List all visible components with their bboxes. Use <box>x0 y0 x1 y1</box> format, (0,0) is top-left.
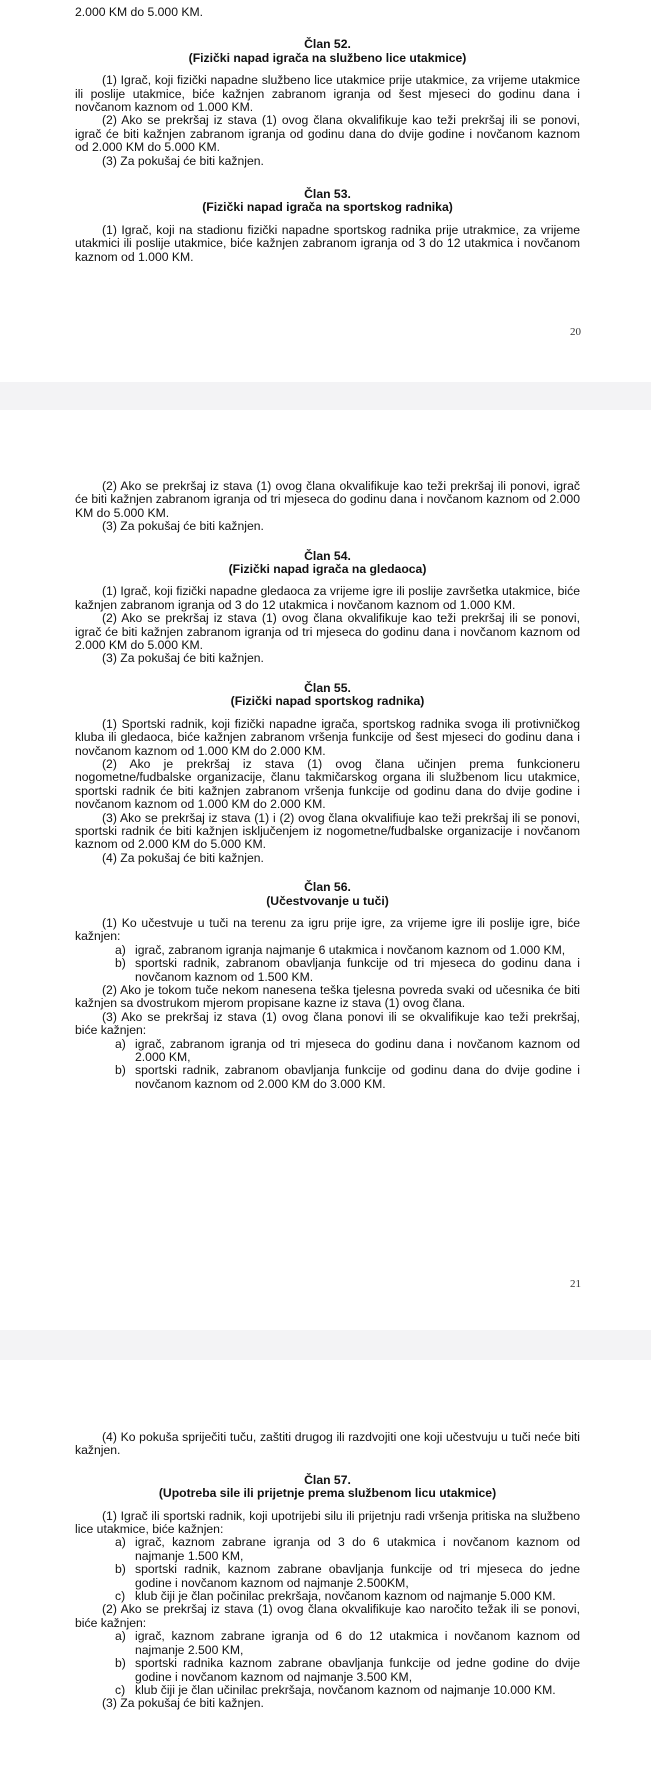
page-content <box>75 6 580 264</box>
article-56-title: (Učestvovanje u tuči) <box>266 893 389 908</box>
article-54-paragraph-1: (1) Igrač, koji fizički napadne gledaoca za vrijeme igre ili poslije završetka utakmice, biće kažnjen zabranom igranja od 3 do 12 utakmica i novčanom kaznom od 1.000 KM. <box>75 584 580 612</box>
list-item: c) klub čiji je član učinilac prekršaja, novčanom kaznom od najmanje 10.000 KM. <box>115 1682 556 1697</box>
article-52-title: (Fizički napad igrača na službeno lice utakmice) <box>188 50 467 65</box>
article-57-paragraph-2: (2) Ako se prekršaj iz stava (1) ovog člana okvalifikuje kao naročito težak ili se ponovi, biće kažnjen: <box>75 1602 580 1630</box>
list-item: b) sportski radnik, kaznom zabrane obavljanja funkcije od tri mjeseca do jedne godine i novčanom kaznom od najmanje 2.500KM, <box>115 1562 580 1590</box>
article-57-paragraph-3: (3) Za pokušaj će biti kažnjen. <box>102 1696 264 1711</box>
article-56-paragraph-4: (4) Ko pokuša spriječiti tuču, zaštiti drugog ili razdvojiti one koji učestvuju u tuči neće biti kažnjen. <box>75 1430 580 1458</box>
list-item: a) igrač, zabranom igranja od tri mjeseca do godinu dana i novčanom kaznom od 2.000 KM, <box>115 1036 580 1065</box>
article-52-paragraph-2: (2) Ako se prekršaj iz stava (1) ovog člana okvalifikuje kao teži prekršaj ili se ponovi, igrač će biti kažnjen zabranom igranja od godinu dana do dvije godine i novčanom kaznom od 2.000 KM do 5.000 KM. <box>75 113 580 155</box>
article-52-number: Član 52. <box>304 37 351 52</box>
list-item: b) sportski radnik, zabranom obavljanja funkcije od godinu dana do dvije godine i novčanom kaznom od 2.000 KM do 3.000 KM. <box>115 1063 580 1091</box>
article-57-paragraph-2-list <box>75 1630 580 1697</box>
page-content <box>75 480 580 1091</box>
article-56-paragraph-1: (1) Ko učestvuje u tuči na terenu za igru prije igre, za vrijeme igre ili poslije igre, biće kažnjen: <box>75 915 580 944</box>
article-55-number: Član 55. <box>304 680 351 695</box>
document-page-20 <box>0 0 651 382</box>
page-number: 21 <box>570 1278 581 1290</box>
page-content <box>75 1431 580 1711</box>
article-54-number: Član 54. <box>304 548 351 563</box>
article-54-title: (Fizički napad igrača na gledaoca) <box>228 562 427 577</box>
article-56-paragraph-1-list <box>75 944 580 984</box>
document-page-21 <box>0 410 651 1330</box>
article-55-paragraph-1: (1) Sportski radnik, koji fizički napadne igrača, sportskog radnika svoga ili protivničkog kluba ili gledaoca, biće kažnjen zabranom vršenja funkcije od šest mjeseci do godinu dana i novčanom kaznom od 1.000 KM do 2.000 KM. <box>75 716 580 758</box>
article-56-paragraph-3: (3) Ako se prekršaj iz stava (1) ovog člana ponovi ili se okvalifikuje kao teži prekršaj, biće kažnjen: <box>75 1009 580 1038</box>
article-56-number: Član 56. <box>304 880 351 895</box>
article-54-paragraph-2: (2) Ako se prekršaj iz stava (1) ovog člana okvalifikuje kao teži prekršaj ili se ponovi, igrač će biti kažnjen zabranom igranja od tri mjeseca do godinu dana i novčanom kaznom od 2.000 KM do 5.000 KM. <box>75 611 580 653</box>
article-57-number: Član 57. <box>304 1472 351 1487</box>
article-52-paragraph-3: (3) Za pokušaj će biti kažnjen. <box>102 153 264 168</box>
list-item: a) igrač, kaznom zabrane igranja od 3 do 6 utakmica i novčanom kaznom od najmanje 1.500 KM, <box>115 1535 580 1563</box>
article-55-title: (Fizički napad sportskog radnika) <box>230 694 425 709</box>
article-53-paragraph-3: (3) Za pokušaj će biti kažnjen. <box>102 519 264 534</box>
top-fragment: 2.000 KM do 5.000 KM. <box>75 5 204 19</box>
article-57-paragraph-1: (1) Igrač ili sportski radnik, koji upotrijebi silu ili prijetnju radi vršenja pritiska na službeno lice utakmice, biće kažnjen: <box>75 1508 580 1537</box>
list-item: b) sportski radnik, zabranom obavljanja funkcije od tri mjeseca do godinu dana i novčanom kaznom od 1.500 KM. <box>115 956 580 984</box>
article-55-paragraph-3: (3) Ako se prekršaj iz stava (1) i (2) ovog člana okvalifiuje kao teži prekršaj ili se ponovi, sportski radnik će biti kažnjen isključenjem iz nogometne/fudbalske organizacije i novčanom kaznom od 2.000 KM do 5.000 KM. <box>75 810 580 852</box>
list-item: c) klub čiji je član počinilac prekršaja, novčanom kaznom od najmanje 5.000 KM. <box>115 1589 556 1604</box>
article-52-paragraph-1: (1) Igrač, koji fizički napadne službeno lice utakmice prije utakmice, za vrijeme utakmice ili poslije utakmice, biće kažnjen zabranom igranja od šest mjeseci do godinu dana i novčanom kaznom od 1.000 KM. <box>75 73 580 115</box>
article-54-paragraph-3: (3) Za pokušaj će biti kažnjen. <box>102 651 264 666</box>
article-53-title: (Fizički napad igrača na sportskog radnika) <box>202 200 453 215</box>
article-57-paragraph-1-list <box>75 1536 580 1603</box>
article-53-paragraph-1: (1) Igrač, koji na stadionu fizički napadne sportskog radnika prije utrakmice, za vrijeme utakmici ili poslije utakmice, biće kažnjen zabranom igranja od 3 do 12 utakmica i novčanom kaznom od 1.000 KM. <box>75 222 580 264</box>
document-page-22 <box>0 1360 651 1788</box>
list-item: b) sportski radnika kaznom zabrane obavljanja funkcije od jedne godine do dvije godine i novčanom kaznom od najmanje 3.500 KM, <box>115 1656 580 1684</box>
article-56-paragraph-3-list <box>75 1038 580 1092</box>
article-56-paragraph-2: (2) Ako je tokom tuče nekom nanesena teška tjelesna povreda svaki od učesnika će biti kažnjen sa dvostrukom mjerom propisane kazne iz stava (1) ovog člana. <box>75 983 580 1011</box>
list-item: a) igrač, kaznom zabrane igranja od 6 do 12 utakmica i novčanom kaznom od najmanje 2.500 KM, <box>115 1629 580 1657</box>
article-53-paragraph-2: (2) Ako se prekršaj iz stava (1) ovog člana okvalifikuje kao teži prekršaj ili ponovi, igrač će biti kažnjen zabranom igranja od tri mjeseca do godinu dana i novčanom kaznom od 2.000 KM do 5.000 KM. <box>75 479 580 520</box>
page-number: 20 <box>570 326 581 338</box>
list-item: a) igrač, zabranom igranja najmanje 6 utakmica i novčanom kaznom od 1.000 KM, <box>115 942 566 957</box>
article-53-number: Član 53. <box>304 187 351 202</box>
article-55-paragraph-2: (2) Ako je prekršaj iz stava (1) ovog člana učinjen prema funkcioneru nogometne/fudbalske organizacije, članu takmičarskog organa ili službenom licu utakmice, sportski radnik će biti kažnjen zabranom vršenja funkcije od godinu dana do dvije godine i novčanom kaznom od 1.000 KM do 2.000 KM. <box>75 756 580 812</box>
article-57-title: (Upotreba sile ili prijetnje prema službenom licu utakmice) <box>158 1486 497 1501</box>
article-55-paragraph-4: (4) Za pokušaj će biti kažnjen. <box>102 850 264 865</box>
